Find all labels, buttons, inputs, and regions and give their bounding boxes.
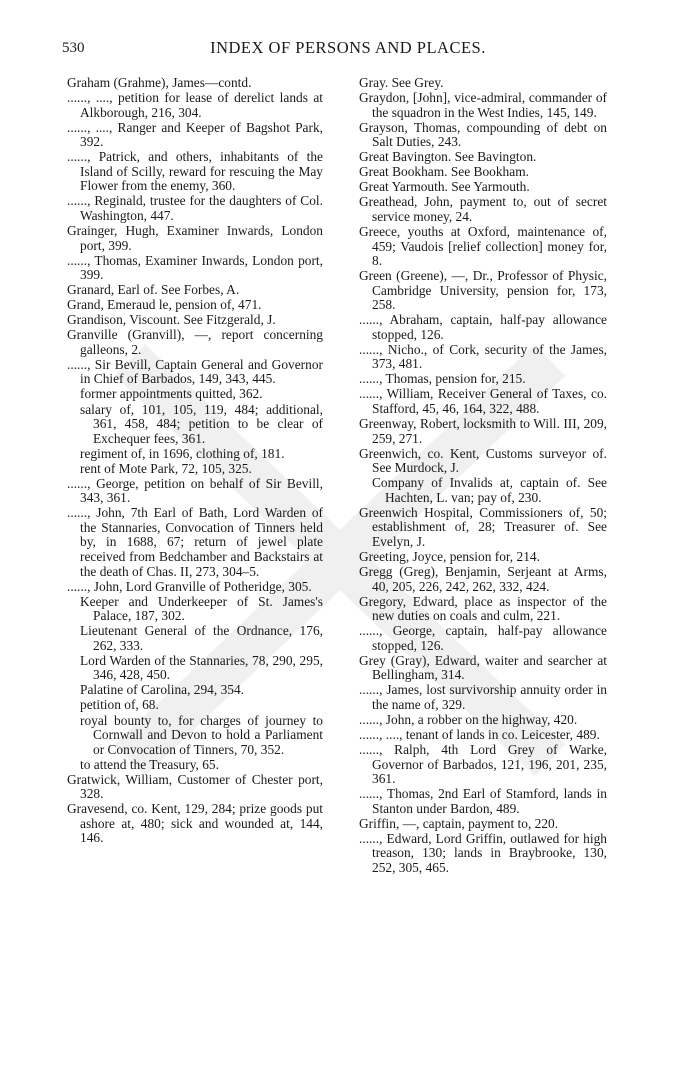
index-entry: Great Bookham. See Bookham.: [359, 164, 529, 180]
index-entry: Granville (Granvill), —, report concerning galleons, 2.: [67, 327, 323, 357]
index-entry: ......, Ralph, 4th Lord Grey of Warke, Governor of Barbados, 121, 196, 201, 235, 361.: [359, 742, 607, 787]
index-entry: Grandison, Viscount. See Fitzgerald, J.: [67, 312, 276, 328]
index-entry: ......, James, lost survivorship annuity order in the name of, 329.: [359, 682, 607, 712]
index-entry: ......, Nicho., of Cork, security of the James, 373, 481.: [359, 341, 607, 372]
index-entry: Granard, Earl of. See Forbes, A.: [67, 282, 240, 298]
index-entry: ......, Thomas, pension for, 215.: [359, 371, 526, 387]
index-entry: Greenwich Hospital, Commissioners of, 50; establishment of, 28; Treasurer of. See Evelyn, J.: [359, 504, 607, 549]
index-entry: ......, William, Receiver General of Taxes, co. Stafford, 45, 46, 164, 322, 488.: [359, 386, 607, 417]
index-entry: Grand, Emeraud le, pension of, 471.: [67, 297, 262, 313]
index-entry: Greathead, John, payment to, out of secret service money, 24.: [359, 194, 607, 224]
index-entry: Great Yarmouth. See Yarmouth.: [359, 179, 530, 195]
index-entry: ......, John, a robber on the highway, 420.: [359, 712, 578, 728]
page-header: [62, 38, 634, 60]
index-entry: Gregg (Greg), Benjamin, Serjeant at Arms, 40, 205, 226, 242, 262, 332, 424.: [359, 564, 607, 594]
index-entry: Lieutenant General of the Ordnance, 176, 262, 333.: [80, 623, 323, 653]
index-entry: Gravesend, co. Kent, 129, 284; prize goods put ashore at, 480; sick and wounded at, 144, 146.: [67, 801, 323, 846]
index-entry: former appointments quitted, 362.: [80, 386, 263, 402]
index-entry: Griffin, —, captain, payment to, 220.: [359, 815, 559, 831]
index-entry: regiment of, in 1696, clothing of, 181.: [80, 445, 285, 461]
index-entry: Keeper and Underkeeper of St. James's Palace, 187, 302.: [80, 593, 323, 624]
index-entry: Grey (Gray), Edward, waiter and searcher at Bellingham, 314.: [359, 652, 607, 683]
index-entry: ......, John, Lord Granville of Potheridge, 305.: [67, 578, 312, 594]
index-entry: salary of, 101, 105, 119, 484; additional, 361, 458, 484; petition to be clear of Exchequer fees, 361.: [80, 401, 323, 446]
index-entry: ......, Patrick, and others, inhabitants of the Island of Scilly, reward for rescuing the May Flower from the enemy, 360.: [67, 149, 323, 194]
index-entry: Grainger, Hugh, Examiner Inwards, London port, 399.: [67, 222, 323, 253]
running-title: INDEX OF PERSONS AND PLACES.: [210, 38, 486, 57]
index-entry: ......, George, captain, half-pay allowance stopped, 126.: [359, 623, 607, 653]
index-entry: ......, Reginald, trustee for the daughters of Col. Washington, 447.: [67, 193, 323, 223]
index-entry: to attend the Treasury, 65.: [80, 756, 219, 772]
index-entry: Grayson, Thomas, compounding of debt on Salt Duties, 243.: [359, 119, 607, 150]
index-entry: ......, Thomas, 2nd Earl of Stamford, lands in Stanton under Bardon, 489.: [359, 786, 607, 816]
index-column-left: [67, 76, 323, 846]
index-entry: ......, Sir Bevill, Captain General and Governor in Chief of Barbados, 149, 343, 445.: [67, 356, 323, 387]
index-entry: ......, ...., tenant of lands in co. Leicester, 489.: [359, 727, 600, 743]
index-entry: Gregory, Edward, place as inspector of the new duties on coals and culm, 221.: [359, 593, 607, 624]
index-entry: ......, Abraham, captain, half-pay allowance stopped, 126.: [359, 312, 607, 342]
page-number: 530: [62, 40, 85, 56]
index-entry: Graham (Grahme), James—contd.: [67, 75, 252, 90]
index-entry: petition of, 68.: [80, 697, 159, 713]
index-entry: Palatine of Carolina, 294, 354.: [80, 682, 245, 698]
index-entry: Greece, youths at Oxford, maintenance of, 459; Vaudois [relief collection] money for, 8.: [359, 223, 607, 269]
index-entry: Greenway, Robert, locksmith to Will. III, 209, 259, 271.: [359, 416, 607, 446]
index-column-right: [359, 76, 607, 876]
index-entry: Company of Invalids at, captain of. See Hachten, L. van; pay of, 230.: [372, 475, 607, 505]
index-entry: Greeting, Joyce, pension for, 214.: [359, 549, 540, 564]
index-entry: ......, John, 7th Earl of Bath, Lord Warden of the Stannaries, Convocation of Tinners held by, in 1688, 67; return of jewel plate received from Bedchamber and Backstairs at the death of Chas. II, 273, 304–5.: [67, 505, 323, 579]
index-entry: royal bounty to, for charges of journey to Cornwall and Devon to hold a Parliament or Convocation of Tinners, 70, 352.: [80, 712, 323, 757]
index-entry: Gray. See Grey.: [359, 75, 444, 90]
index-entry: rent of Mote Park, 72, 105, 325.: [80, 460, 252, 476]
index-entry: Great Bavington. See Bavington.: [359, 149, 537, 165]
index-entry: ......, George, petition on behalf of Sir Bevill, 343, 361.: [67, 475, 323, 506]
index-entry: ......, Edward, Lord Griffin, outlawed for high treason, 130; lands in Braybrooke, 130, 252, 305, 465.: [359, 830, 607, 875]
index-entry: ......, ...., Ranger and Keeper of Bagshot Park, 392.: [67, 119, 323, 150]
index-entry: ......, ...., petition for lease of derelict lands at Alkborough, 216, 304.: [67, 90, 323, 120]
index-entry: ......, Thomas, Examiner Inwards, London port, 399.: [67, 252, 323, 283]
index-entry: Gratwick, William, Customer of Chester port, 328.: [67, 771, 323, 802]
index-entry: Lord Warden of the Stannaries, 78, 290, 295, 346, 428, 450.: [80, 652, 323, 683]
index-entry: Green (Greene), —, Dr., Professor of Physic, Cambridge University, pension for, 173, 258.: [359, 268, 607, 313]
index-entry: Greenwich, co. Kent, Customs surveyor of. See Murdock, J.: [359, 445, 607, 476]
index-entry: Graydon, [John], vice-admiral, commander of the squadron in the West Indies, 145, 149.: [359, 90, 607, 120]
